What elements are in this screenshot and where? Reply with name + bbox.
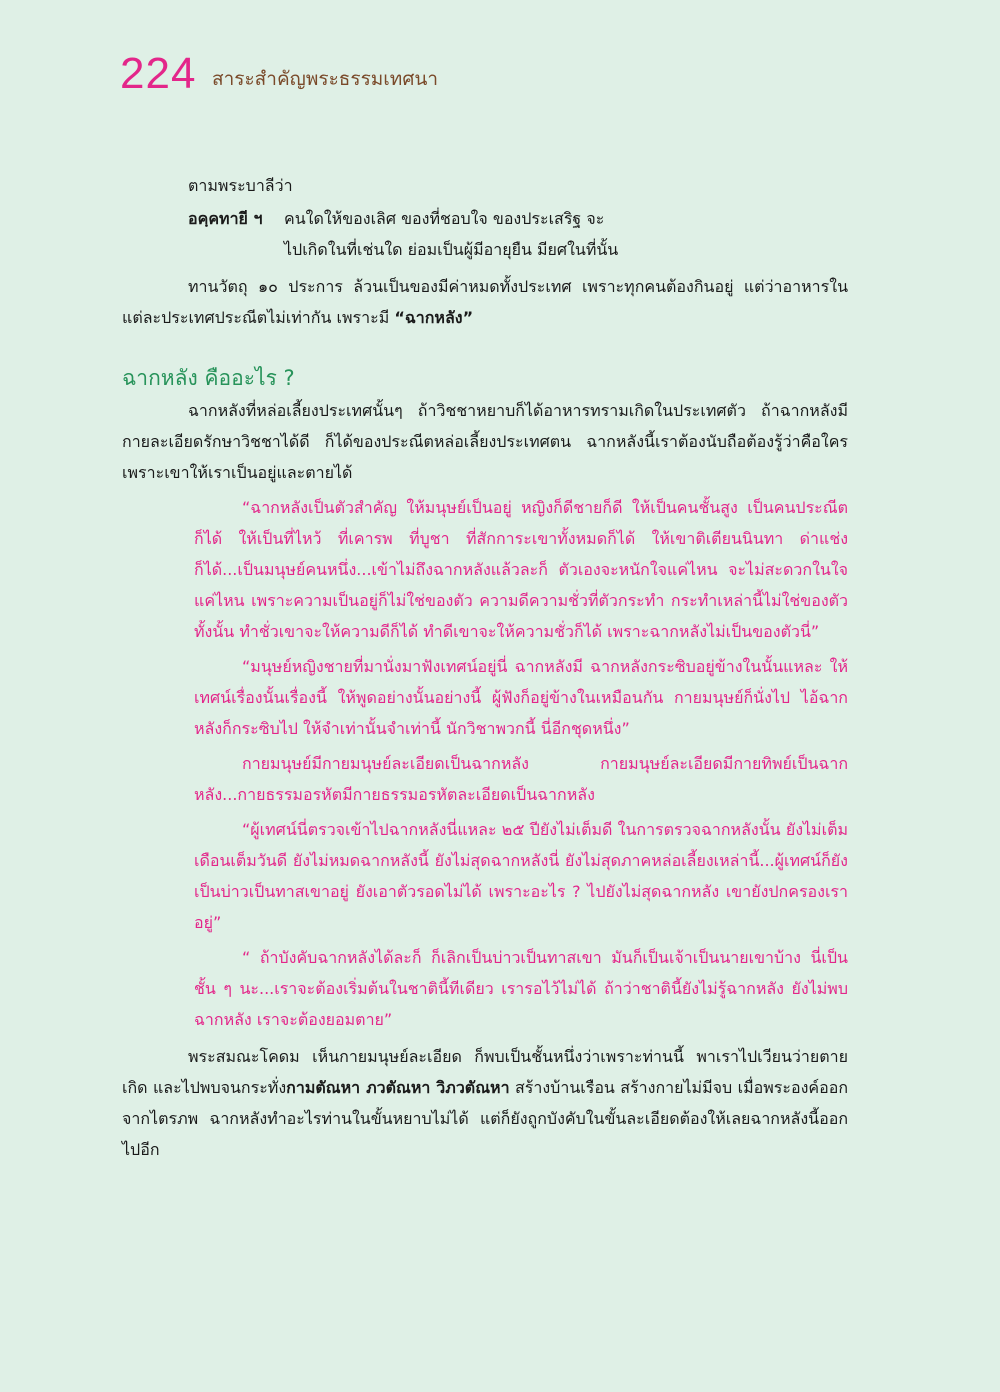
verse-label: อคฺคทายี ฯ [188, 209, 263, 228]
pali-verse [188, 203, 848, 265]
paragraph [122, 1041, 848, 1165]
quote: “มนุษย์หญิงชายที่มานั่งมาฟังเทศน์อยู่นี่ ฉากหลังมี ฉากหลังกระซิบอยู่ข้างในนั้นแหละ ให้เทศน์เรื่องนั้นเรื่องนี้ ให้พูดอย่างนั้นอย่างนี้ ผู้ฟังก็อยู่ข้างในเหมือนกัน กายมนุษย์ก็นั่งไป ไอ้ฉากหลังก็กระซิบไป ให้จำเท่านั้นจำเท่านี้ นักวิชาพวกนี้ นี่อีกชุดหนึ่ง” [194, 657, 848, 738]
paragraph [122, 271, 848, 333]
bold-term: กามตัณหา ภวตัณหา วิภวตัณหา [286, 1078, 510, 1097]
page-body [122, 170, 848, 1165]
section-heading: ฉากหลัง คืออะไร ? [122, 366, 295, 390]
verse-line: ไปเกิดในที่เช่นใด ย่อมเป็นผู้มีอายุยืน มียศในที่นั้น [284, 240, 619, 259]
page-number: 224 [120, 49, 197, 98]
quote: กายมนุษย์มีกายมนุษย์ละเอียดเป็นฉากหลัง กายมนุษย์ละเอียดมีกายทิพย์เป็นฉากหลัง...กายธรรมอรหัตมีกายธรรมอรหัตละเอียดเป็นฉากหลัง [194, 754, 848, 804]
paragraph-text: สร้างบ้านเรือน สร้างกายไม่มีจบ เมื่อพระองค์ออกจากไตรภพ ฉากหลังทำอะไรท่านในขั้นหยาบไม่ได้ แต่ก็ยังถูกบังคับในขั้นละเอียดต้องให้เลยฉากหลังนี้ออกไปอีก [122, 1078, 849, 1159]
intro-line: ตามพระบาลีว่า [188, 176, 293, 195]
quote: “ฉากหลังเป็นตัวสำคัญ ให้มนุษย์เป็นอยู่ หญิงก็ดีชายก็ดี ให้เป็นคนชั้นสูง เป็นคนประณีตก็ได้ ให้เป็นที่ไหว้ ที่เคารพ ที่บูชา ที่สักการะเขาทั้งหมดก็ได้ ให้เขาติเตียนนินทา ด่าแช่งก็ได้...เป็นมนุษย์คนหนึ่ง...เข้าไม่ถึงฉากหลังแล้วละก็ ตัวเองจะหนักใจแค่ไหน จะไม่สะดวกในใจแค่ไหน เพราะความเป็นอยู่ก็ไม่ใช่ของตัว ความดีความชั่วที่ตัวกระทำ กระทำเหล่านี้ไม่ใช่ของตัวทั้งนั้น ทำชั่วเขาจะให้ความดีก็ได้ ทำดีเขาจะให้ความชั่วก็ได้ เพราะฉากหลังไม่เป็นของตัวนี่” [194, 498, 848, 641]
paragraph-text: พระสมณะโคดม เห็นกายมนุษย์ละเอียด ก็พบเป็นชั้นหนึ่งว่าเพราะท่านนี้ พาเราไปเวียนว่ายตายเกิด และไปพบจนกระทั่ง [122, 1047, 848, 1097]
verse-line: คนใดให้ของเลิศ ของที่ชอบใจ ของประเสริฐ จะ [284, 209, 605, 228]
quote: “ผู้เทศน์นี่ตรวจเข้าไปฉากหลังนี่แหละ ๒๕ ปียังไม่เต็มดี ในการตรวจฉากหลังนั้น ยังไม่เต็มเดือนเต็มวันดี ยังไม่หมดฉากหลังนี้ ยังไม่สุดฉากหลังนี่ ยังไม่สุดภาคหล่อเลี้ยงเหล่านี้...ผู้เทศน์ก็ยังเป็นบ่าวเป็นทาสเขาอยู่ ยังเอาตัวรอดไม่ได้ เพราะอะไร ? ไปยังไม่สุดฉากหลัง เขายังปกครองเราอยู่” [194, 820, 848, 932]
quote: “ ถ้าบังคับฉากหลังได้ละก็ ก็เลิกเป็นบ่าวเป็นทาสเขา มันก็เป็นเจ้าเป็นนายเขาบ้าง นี่เป็นชั้น ๆ นะ...เราจะต้องเริ่มต้นในชาตินี้ทีเดียว เรารอไว้ไม่ได้ ถ้าว่าชาตินี้ยังไม่รู้ฉากหลัง ยังไม่พบฉากหลัง เราจะต้องยอมตาย” [194, 948, 848, 1029]
paragraph-text: ทานวัตถุ ๑๐ ประการ ล้วนเป็นของมีค่าหมดทั้งประเทศ เพราะทุกคนต้องกินอยู่ แต่ว่าอาหารในแต่ละประเทศประณีตไม่เท่ากัน เพราะมี [122, 277, 848, 327]
paragraph: ฉากหลังที่หล่อเลี้ยงประเทศนั้นๆ ถ้าวิชชาหยาบก็ได้อาหารทรามเกิดในประเทศตัว ถ้าฉากหลังมีกายละเอียดรักษาวิชชาได้ดี ก็ได้ของประณีตหล่อเลี้ยงประเทศตน ฉากหลังนี้เราต้องนับถือต้องรู้ว่าคือใคร เพราะเขาให้เราเป็นอยู่และตายได้ [122, 401, 848, 482]
bold-term: “ฉากหลัง” [394, 308, 474, 327]
running-head: สาระสำคัญพระธรรมเทศนา [212, 68, 439, 90]
